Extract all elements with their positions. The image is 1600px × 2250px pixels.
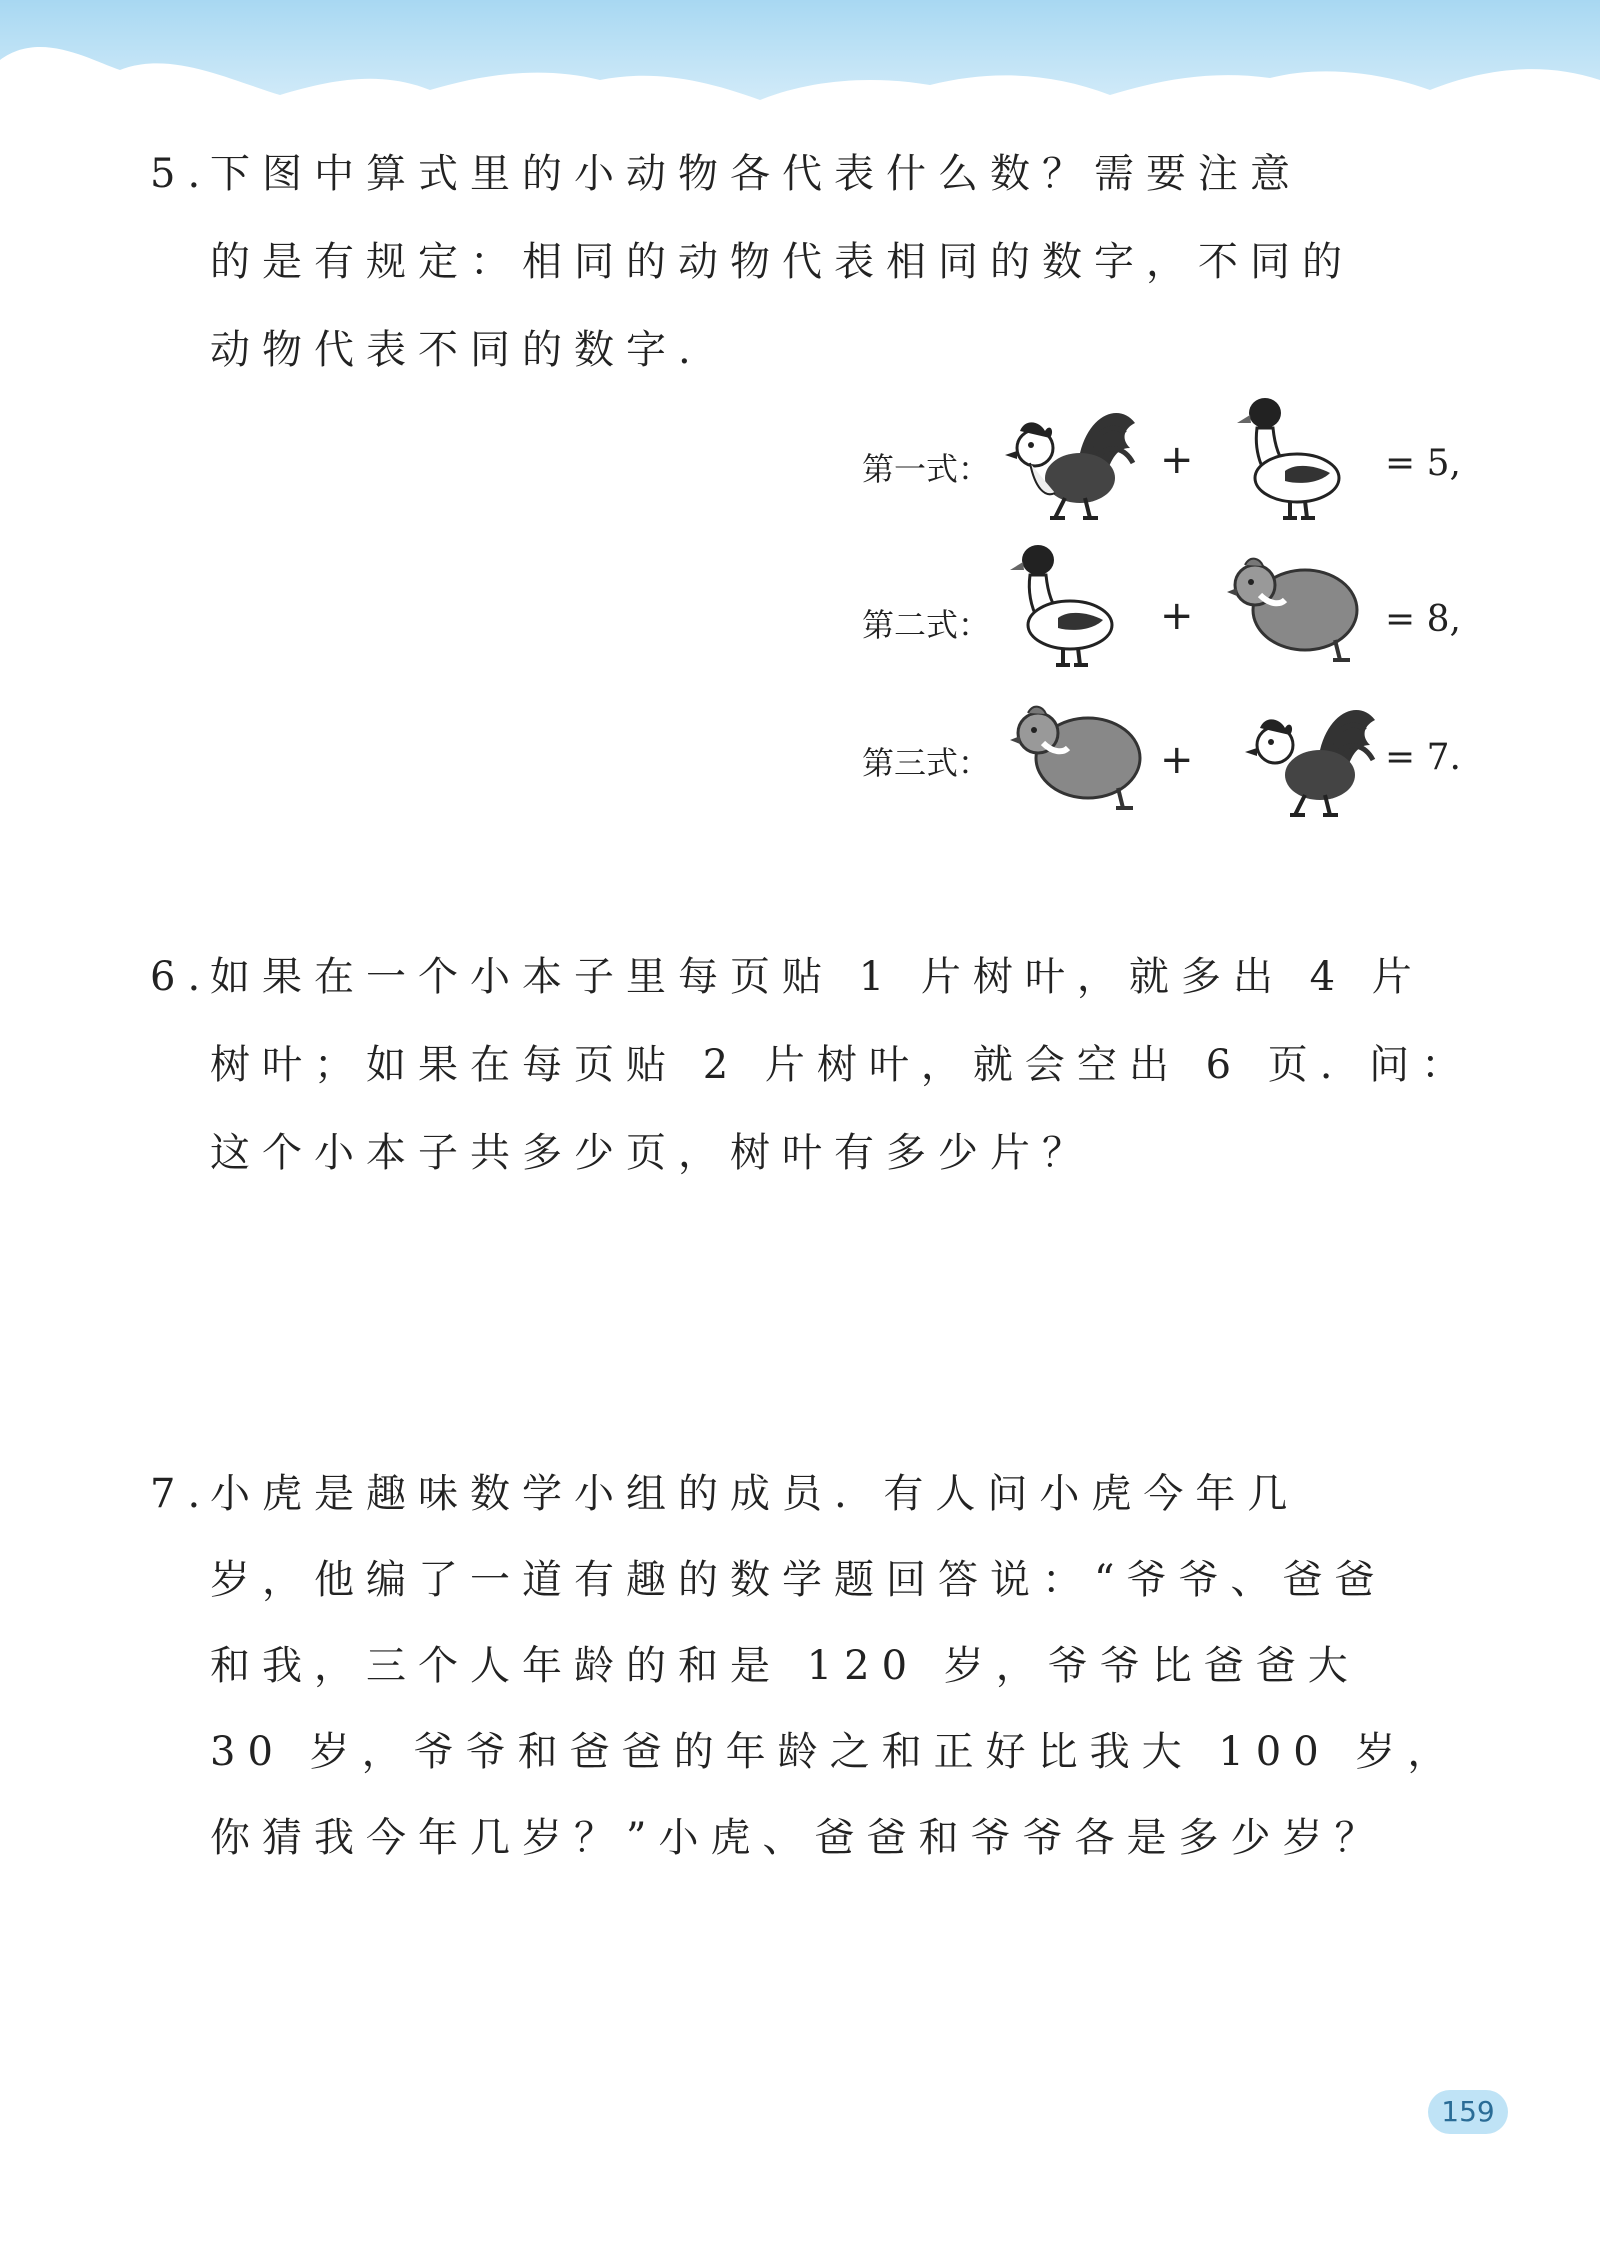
equation-result: = 8, <box>1385 599 1461 640</box>
problem-text-line: 动物代表不同的数字. <box>210 327 703 373</box>
rooster-icon <box>995 393 1140 523</box>
page-number-badge: 159 <box>1428 2090 1508 2134</box>
problem-number: 6. <box>150 954 213 1000</box>
plus-sign: + <box>1160 593 1194 639</box>
problem-text-line: 的是有规定：相同的动物代表相同的数字，不同的 <box>210 239 1354 285</box>
rooster-icon <box>1235 690 1380 820</box>
problem-text-line: 如果在一个小本子里每页贴 1 片树叶，就多出 4 片 <box>210 954 1424 1000</box>
problem-text-line: 30 岁，爷爷和爸爸的年龄之和正好比我大 100 岁， <box>210 1729 1460 1775</box>
sky-cloud-banner <box>0 0 1600 150</box>
hen-icon <box>1008 698 1143 818</box>
problem-text-line: 和我，三个人年龄的和是 120 岁，爷爷比爸爸大 <box>210 1643 1360 1689</box>
problem-number: 5. <box>150 151 213 197</box>
equation-label: 第三式： <box>862 744 991 782</box>
equation-result: = 5, <box>1385 443 1461 484</box>
plus-sign: + <box>1160 737 1194 783</box>
problem-text-line: 小虎是趣味数学小组的成员. 有人问小虎今年几 <box>210 1471 1300 1517</box>
problem-text-line: 下图中算式里的小动物各代表什么数？需要注意 <box>210 151 1302 197</box>
problem-7 <box>150 1470 1460 1910</box>
duck-icon <box>1008 540 1118 675</box>
problem-number: 7. <box>150 1471 213 1517</box>
problem-text-line: 你猜我今年几岁？”小虎、爸爸和爷爷各是多少岁？ <box>210 1815 1387 1861</box>
equation-result: = 7. <box>1385 737 1461 778</box>
plus-sign: + <box>1160 437 1194 483</box>
equation-label: 第一式： <box>862 450 991 488</box>
problem-text-line: 岁，他编了一道有趣的数学题回答说：“爷爷、爸爸 <box>210 1557 1387 1603</box>
hen-icon <box>1225 550 1360 670</box>
problem-text-line: 这个小本子共多少页，树叶有多少片？ <box>210 1130 1094 1176</box>
equation-label: 第二式： <box>862 606 991 644</box>
duck-icon <box>1235 393 1345 528</box>
problem-text-line: 树叶；如果在每页贴 2 片树叶，就会空出 6 页. 问： <box>210 1042 1474 1088</box>
problem-6 <box>150 953 1474 1253</box>
